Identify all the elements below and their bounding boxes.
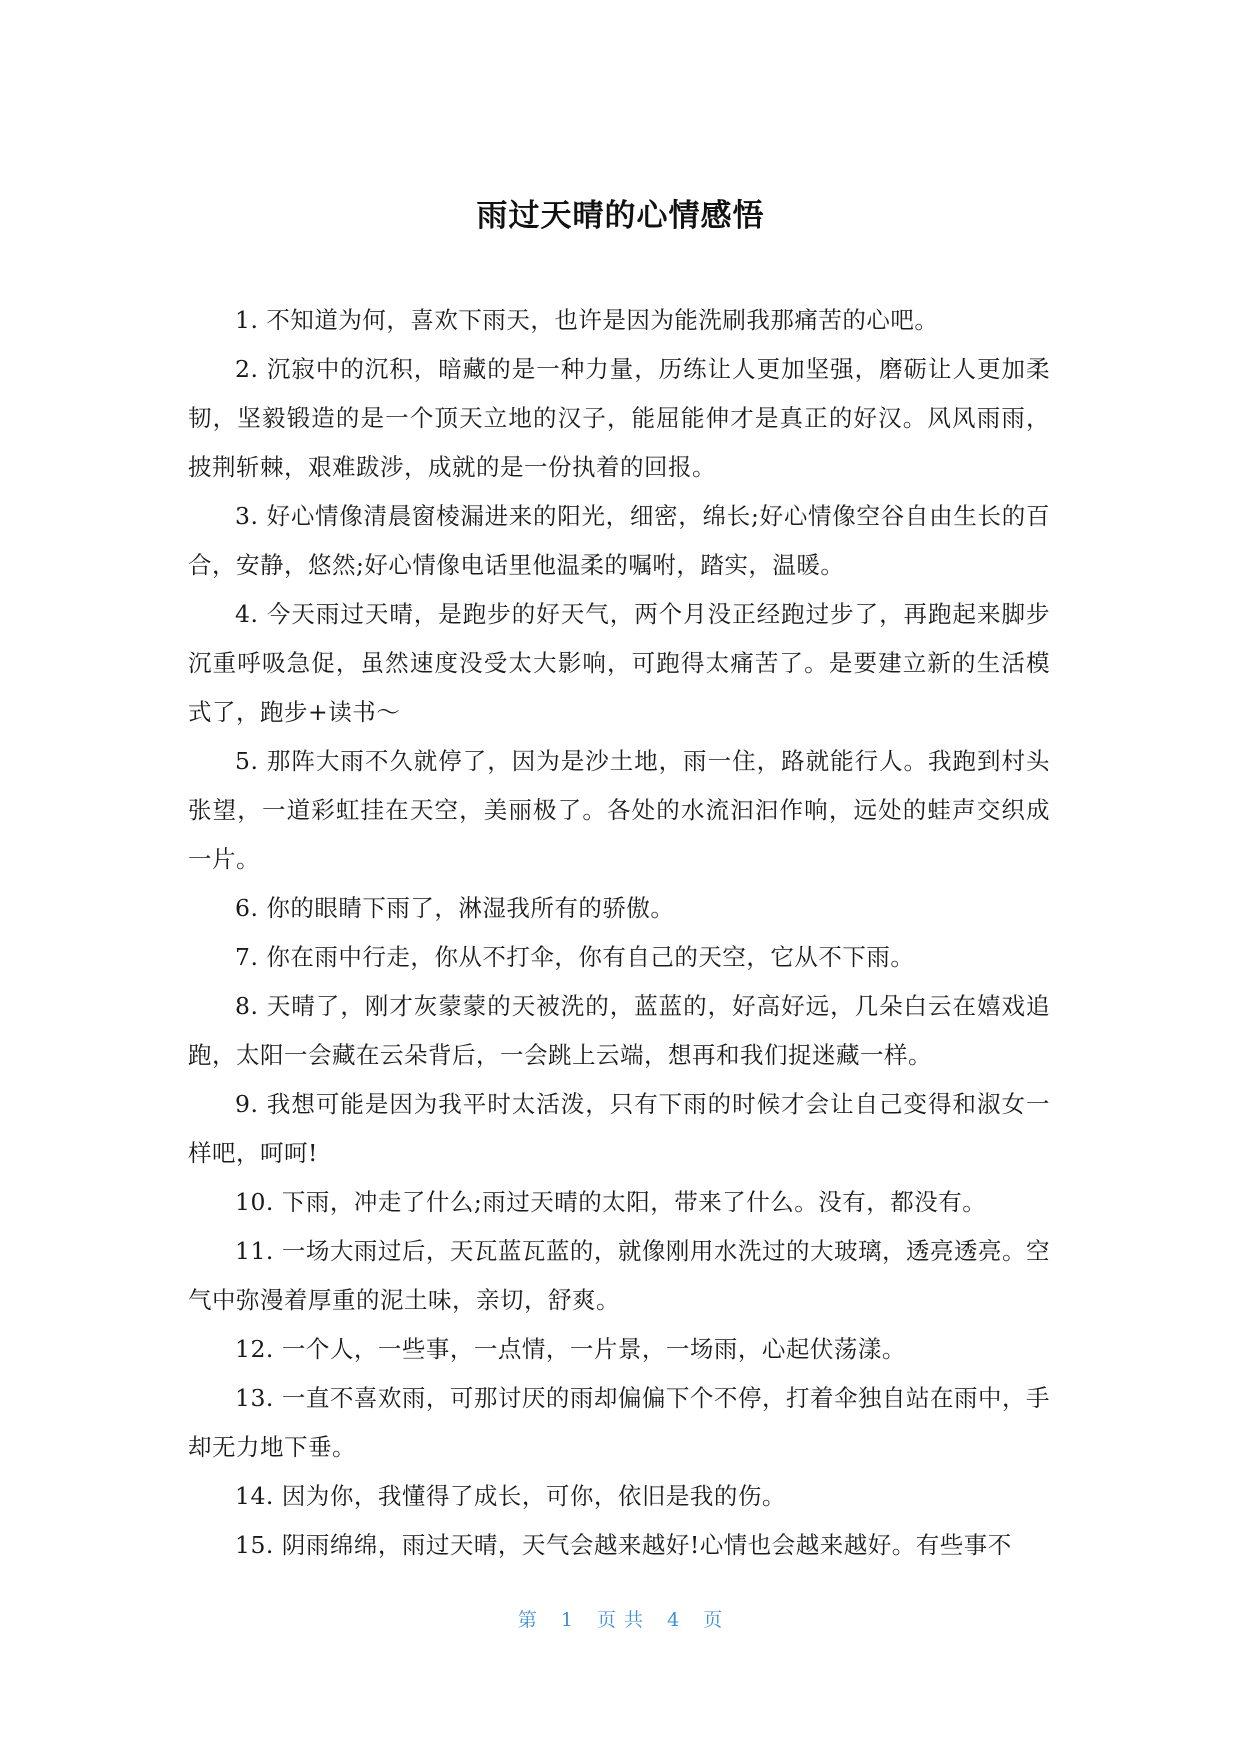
footer-total-pages: 4 — [667, 1609, 681, 1631]
paragraph: 2. 沉寂中的沉积，暗藏的是一种力量，历练让人更加坚强，磨砺让人更加柔韧，坚毅锻造的是一个顶天立地的汉子，能屈能伸才是真正的好汉。风风雨雨，披荆斩棘，艰难跋涉，成就的是一份执着的回报。 — [188, 355, 1050, 481]
paragraph: 10. 下雨，冲走了什么;雨过天晴的太阳，带来了什么。没有，都没有。 — [235, 1188, 987, 1216]
footer-label-end: 页 — [703, 1609, 724, 1631]
document-body — [188, 296, 1050, 1570]
paragraph: 1. 不知道为何，喜欢下雨天，也许是因为能洗刷我那痛苦的心吧。 — [235, 306, 939, 334]
footer-label-page: 第 — [517, 1609, 538, 1631]
paragraph: 14. 因为你，我懂得了成长，可你，依旧是我的伤。 — [235, 1482, 786, 1510]
document-title: 雨过天晴的心情感悟 — [476, 198, 765, 234]
paragraph: 9. 我想可能是因为我平时太活泼，只有下雨的时候才会让自己变得和淑女一样吧，呵呵! — [188, 1090, 1050, 1167]
footer-label-of: 页 共 — [596, 1609, 645, 1631]
paragraph: 8. 天晴了，刚才灰蒙蒙的天被洗的，蓝蓝的，好高好远，几朵白云在嬉戏追跑，太阳一会藏在云朵背后，一会跳上云端，想再和我们捉迷藏一样。 — [188, 992, 1050, 1069]
paragraph: 11. 一场大雨过后，天瓦蓝瓦蓝的，就像刚用水洗过的大玻璃，透亮透亮。空气中弥漫着厚重的泥土味，亲切，舒爽。 — [188, 1237, 1050, 1314]
paragraph: 4. 今天雨过天晴，是跑步的好天气，两个月没正经跑过步了，再跑起来脚步沉重呼吸急促，虽然速度没受太大影响，可跑得太痛苦了。是要建立新的生活模式了，跑步+读书～ — [188, 600, 1050, 726]
page-footer — [0, 1605, 1241, 1632]
paragraph: 7. 你在雨中行走，你从不打伞，你有自己的天空，它从不下雨。 — [235, 943, 915, 971]
paragraph: 15. 阴雨绵绵，雨过天晴，天气会越来越好!心情也会越来越好。有些事不 — [235, 1531, 1012, 1559]
paragraph: 12. 一个人，一些事，一点情，一片景，一场雨，心起伏荡漾。 — [235, 1335, 906, 1363]
paragraph: 6. 你的眼睛下雨了，淋湿我所有的骄傲。 — [235, 894, 675, 922]
paragraph: 13. 一直不喜欢雨，可那讨厌的雨却偏偏下个不停，打着伞独自站在雨中，手却无力地下垂。 — [188, 1384, 1050, 1461]
footer-current-page: 1 — [560, 1609, 574, 1631]
paragraph: 5. 那阵大雨不久就停了，因为是沙土地，雨一住，路就能行人。我跑到村头张望，一道彩虹挂在天空，美丽极了。各处的水流汩汩作响，远处的蛙声交织成一片。 — [188, 747, 1050, 873]
paragraph: 3. 好心情像清晨窗棱漏进来的阳光，细密，绵长;好心情像空谷自由生长的百合，安静，悠然;好心情像电话里他温柔的嘱咐，踏实，温暖。 — [188, 502, 1050, 579]
